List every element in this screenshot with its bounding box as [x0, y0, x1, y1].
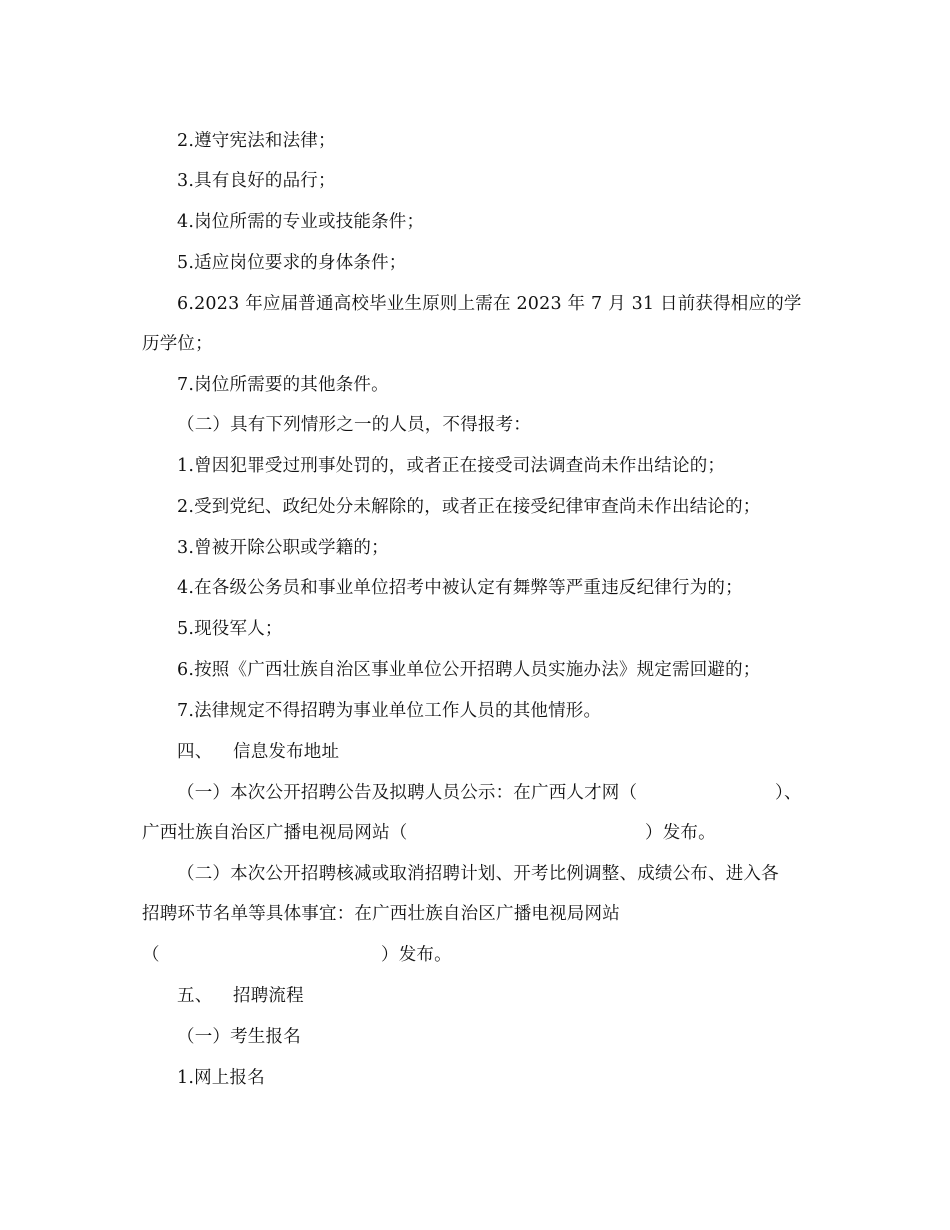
paragraph-condition-3: 3.具有良好的品行；: [177, 171, 336, 191]
section-4-title: 信息发布地址: [233, 742, 340, 762]
paragraph-disqualify-1: 1.曾因犯罪受过刑事处罚的，或者正在接受司法调查尚未作出结论的；: [177, 456, 726, 476]
section-5-number: 五、: [177, 986, 213, 1006]
paragraph-disqualify-4: 4.在各级公务员和事业单位招考中被认定有舞弊等严重违反纪律行为的；: [177, 578, 743, 598]
paragraph-info-1-line2-part2: ）发布。: [645, 823, 716, 843]
paragraph-disqualify-6: 6.按照《广西壮族自治区事业单位公开招聘人员实施办法》规定需回避的；: [177, 660, 761, 680]
paragraph-online-registration: 1.网上报名: [177, 1068, 265, 1088]
paragraph-disqualify-2: 2.受到党纪、政纪处分未解除的，或者正在接受纪律审查尚未作出结论的；: [177, 497, 761, 517]
paragraph-info-2-line2: 招聘环节名单等具体事宜：在广西壮族自治区广播电视局网站: [142, 904, 620, 924]
paragraph-condition-5: 5.适应岗位要求的身体条件；: [177, 253, 407, 273]
paragraph-info-1-part1: （一）本次公开招聘公告及拟聘人员公示：在广西人才网（: [177, 783, 638, 803]
section-4-number: 四、: [177, 742, 213, 762]
paragraph-condition-6-line2: 历学位；: [142, 334, 213, 354]
paragraph-info-1-part2: ）、: [775, 783, 802, 803]
paragraph-disqualify-7: 7.法律规定不得招聘为事业单位工作人员的其他情形。: [177, 701, 602, 721]
paragraph-condition-7: 7.岗位所需要的其他条件。: [177, 375, 389, 395]
subheading-registration: （一）考生报名: [177, 1027, 301, 1047]
paragraph-condition-2: 2.遵守宪法和法律；: [177, 131, 336, 151]
paragraph-info-1-line2-part1: 广西壮族自治区广播电视局网站（: [142, 823, 408, 843]
subheading-disqualifications: （二）具有下列情形之一的人员，不得报考：: [177, 415, 531, 435]
paragraph-info-2-line3-part1: （: [142, 945, 160, 965]
paragraph-condition-4: 4.岗位所需的专业或技能条件；: [177, 212, 425, 232]
paragraph-info-2-line1: （二）本次公开招聘核减或取消招聘计划、开考比例调整、成绩公布、进入各: [177, 864, 779, 884]
section-5-title: 招聘流程: [233, 986, 304, 1006]
paragraph-info-2-line3-part2: ）发布。: [381, 945, 452, 965]
paragraph-disqualify-3: 3.曾被开除公职或学籍的；: [177, 538, 389, 558]
paragraph-condition-6-line1: 6.2023 年应届普通高校毕业生原则上需在 2023 年 7 月 31 日前获得相应的学: [177, 294, 802, 314]
paragraph-disqualify-5: 5.现役军人；: [177, 619, 283, 639]
